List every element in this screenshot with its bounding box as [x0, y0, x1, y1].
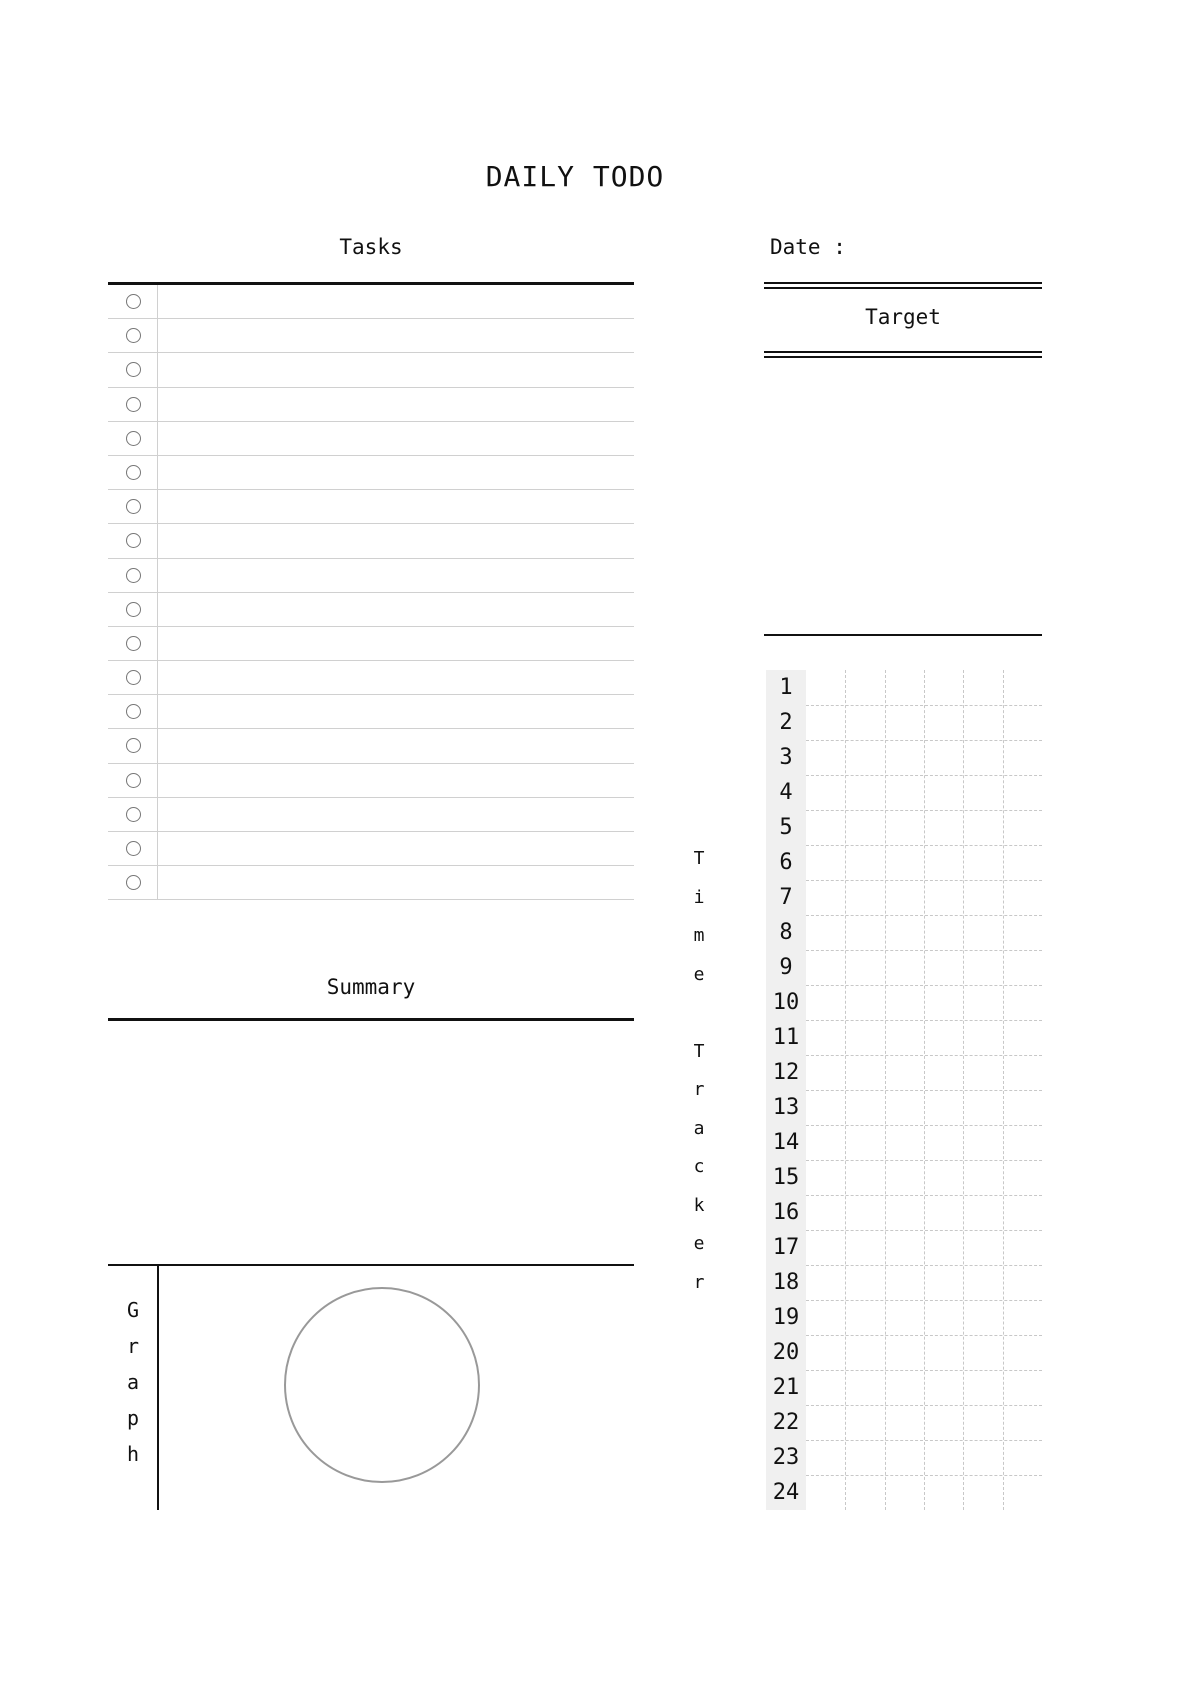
task-row [108, 764, 634, 798]
graph-divider [157, 1265, 159, 1510]
task-checkbox[interactable] [126, 568, 141, 583]
task-text-line[interactable] [157, 524, 634, 557]
task-text-line[interactable] [157, 866, 634, 899]
hour-label: 9 [779, 955, 793, 980]
task-row [108, 798, 634, 832]
task-text-line[interactable] [157, 729, 634, 762]
target-top-rule-double [764, 287, 1042, 289]
date-label: Date : [770, 235, 846, 259]
hour-column [766, 670, 806, 1510]
grid-column-line [885, 670, 886, 1510]
time-tracker-letter: a [693, 1117, 705, 1139]
task-checkbox[interactable] [126, 362, 141, 377]
task-checkbox[interactable] [126, 397, 141, 412]
task-row [108, 695, 634, 729]
hour-label: 17 [772, 1235, 800, 1260]
graph-label-letter: G [126, 1298, 140, 1322]
task-text-line[interactable] [157, 559, 634, 592]
task-row [108, 593, 634, 627]
task-row [108, 490, 634, 524]
hour-label: 16 [772, 1200, 800, 1225]
task-row [108, 422, 634, 456]
time-tracker-letter: r [693, 1271, 705, 1293]
hour-label: 3 [779, 745, 793, 770]
grid-column-line [924, 670, 925, 1510]
task-text-line[interactable] [157, 832, 634, 865]
task-row [108, 832, 634, 866]
hour-label: 15 [772, 1165, 800, 1190]
graph-label-letter: r [126, 1334, 140, 1358]
time-tracker-letter: e [693, 1233, 705, 1254]
task-row [108, 353, 634, 387]
task-text-line[interactable] [157, 456, 634, 489]
task-row [108, 866, 634, 900]
graph-label-letter: h [126, 1442, 140, 1466]
time-tracker-letter: c [693, 1156, 705, 1177]
task-checkbox[interactable] [126, 465, 141, 480]
time-tracker-letter: r [693, 1079, 705, 1100]
task-checkbox[interactable] [126, 602, 141, 617]
summary-bottom-rule [108, 1264, 634, 1266]
task-text-line[interactable] [157, 661, 634, 694]
time-tracker-letter: T [693, 848, 705, 869]
task-checkbox[interactable] [126, 875, 141, 890]
hour-label: 10 [772, 990, 800, 1015]
time-tracker-grid[interactable] [806, 670, 1042, 1510]
summary-top-rule [108, 1018, 634, 1021]
summary-writing-area[interactable] [108, 1022, 634, 1262]
task-checkbox[interactable] [126, 807, 141, 822]
summary-heading: Summary [326, 975, 416, 999]
hour-label: 12 [772, 1060, 800, 1085]
target-end-rule [764, 634, 1042, 636]
task-checkbox[interactable] [126, 636, 141, 651]
task-text-line[interactable] [157, 627, 634, 660]
task-row [108, 729, 634, 763]
time-tracker-letter [684, 994, 714, 1033]
page-title: DAILY TODO [485, 160, 665, 193]
hour-label: 11 [772, 1025, 800, 1050]
task-text-line[interactable] [157, 490, 634, 523]
task-text-line[interactable] [157, 388, 634, 421]
task-row [108, 559, 634, 593]
task-text-line[interactable] [157, 695, 634, 728]
time-tracker-letter: e [693, 963, 705, 985]
grid-column-line [1003, 670, 1004, 1510]
task-checkbox[interactable] [126, 328, 141, 343]
hour-label: 1 [779, 675, 793, 700]
target-bottom-rule [764, 351, 1042, 353]
hour-label: 8 [779, 920, 793, 945]
time-tracker-letter: k [693, 1194, 705, 1216]
hour-label: 22 [772, 1410, 800, 1435]
task-text-line[interactable] [157, 319, 634, 352]
graph-circle[interactable] [284, 1287, 480, 1483]
task-checkbox[interactable] [126, 738, 141, 753]
task-row [108, 661, 634, 695]
task-row [108, 388, 634, 422]
target-heading: Target [865, 305, 941, 329]
hour-label: 6 [779, 850, 793, 875]
graph-label [118, 1292, 148, 1472]
hour-label: 19 [772, 1305, 800, 1330]
target-bottom-rule-double [764, 356, 1042, 358]
hour-label: 24 [772, 1480, 800, 1505]
target-writing-area[interactable] [764, 362, 1042, 632]
task-text-line[interactable] [157, 353, 634, 386]
task-text-line[interactable] [157, 285, 634, 318]
task-text-line[interactable] [157, 593, 634, 626]
hour-label: 20 [772, 1340, 800, 1365]
task-checkbox[interactable] [126, 704, 141, 719]
task-checkbox[interactable] [126, 294, 141, 309]
time-tracker-letter: m [693, 925, 705, 946]
hour-label: 5 [779, 815, 793, 840]
grid-column-line [963, 670, 964, 1510]
time-tracker-label [684, 840, 714, 1302]
task-text-line[interactable] [157, 764, 634, 797]
hour-label: 2 [779, 710, 793, 735]
target-top-rule [764, 282, 1042, 284]
task-checkbox[interactable] [126, 773, 141, 788]
time-tracker-letter: T [693, 1040, 705, 1062]
hour-label: 4 [779, 780, 793, 805]
time-tracker-letter: i [693, 886, 705, 908]
task-row [108, 456, 634, 490]
task-text-line[interactable] [157, 798, 634, 831]
task-text-line[interactable] [157, 422, 634, 455]
graph-label-letter: a [126, 1370, 140, 1394]
hour-label: 23 [772, 1445, 800, 1470]
task-checkbox[interactable] [126, 499, 141, 514]
hour-label: 18 [772, 1270, 800, 1295]
task-row [108, 524, 634, 558]
hour-label: 14 [772, 1130, 800, 1155]
hour-label: 13 [772, 1095, 800, 1120]
hour-label: 21 [772, 1375, 800, 1400]
task-row [108, 319, 634, 353]
task-checkbox[interactable] [126, 533, 141, 548]
tasks-heading: Tasks [339, 235, 403, 259]
task-checkbox[interactable] [126, 431, 141, 446]
hour-label: 7 [779, 885, 793, 910]
task-checkbox[interactable] [126, 841, 141, 856]
grid-column-line [845, 670, 846, 1510]
graph-label-letter: p [126, 1406, 140, 1430]
task-checkbox[interactable] [126, 670, 141, 685]
task-list [108, 285, 634, 900]
task-row [108, 285, 634, 319]
task-row [108, 627, 634, 661]
